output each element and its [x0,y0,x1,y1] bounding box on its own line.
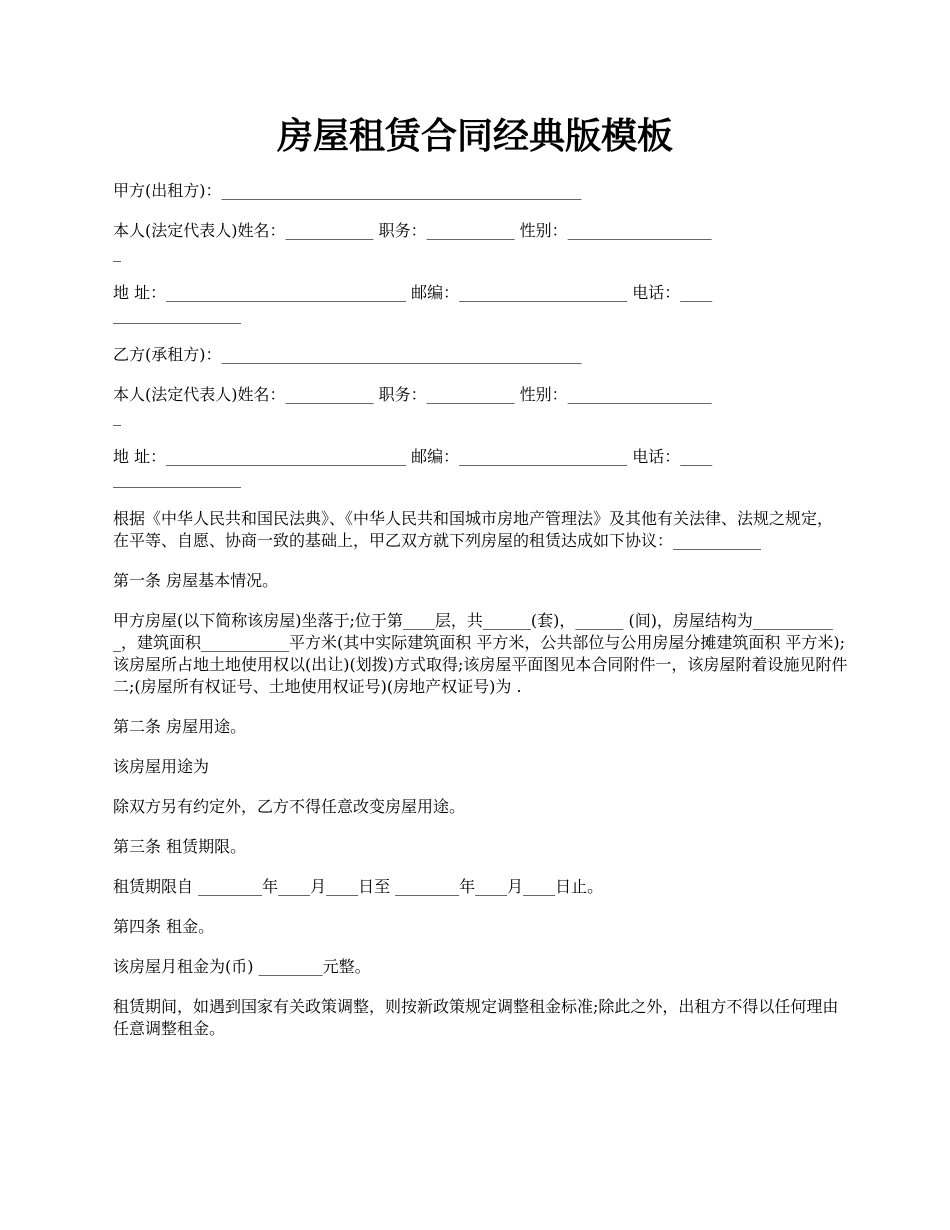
article-2-restriction: 除双方另有约定外，乙方不得任意改变房屋用途。 [113,797,466,816]
article-3-heading: 第三条 租赁期限。 [113,837,247,856]
party-b-address-line: 地 址：______________________________ 邮编：_____________________ 电话：____ ________________ [113,447,713,488]
party-b-representative-line: 本人(法定代表人)姓名：___________ 职务：___________ 性别：__________________ _ [113,385,712,426]
party-a-address-line: 地 址：______________________________ 邮编：_____________________ 电话：____ ________________ [113,283,713,324]
article-2-body: 该房屋用途为 [113,757,210,776]
article-1-heading: 第一条 房屋基本情况。 [113,571,279,590]
party-b-line: 乙方(承租方)：_____________________________________________ [113,345,582,364]
article-4-heading: 第四条 租金。 [113,917,215,936]
preamble-paragraph: 根据《中华人民共和国民法典》、《中华人民共和国城市房地产管理法》及其他有关法律、法规之规定，在平等、自愿、协商一致的基础上，甲乙双方就下列房屋的租赁达成如下协议：___________ [113,509,834,550]
article-4-adjustment: 租赁期间，如遇到国家有关政策调整，则按新政策规定调整租金标准;除此之外，出租方不得以任何理由任意调整租金。 [113,997,839,1038]
article-1-body: 甲方房屋(以下简称该房屋)坐落于;位于第____层，共______(套)，______ (间)，房屋结构为___________，建筑面积___________平方米(其中实际建筑面积 平方米，公共部位与公用房屋分摊建筑面积 平方米);该房屋所占地土地使用权以(出让)(划拨)方式取得;该房屋平面图见本合同附件一，该房屋附着设施见附件二;(房屋所有权证号、土地使用权证号)(房地产权证号)为 . [113,611,848,696]
article-3-body: 租赁期限自 ________年____月____日至 ________年____月____日止。 [113,877,604,896]
article-4-body: 该房屋月租金为(币) ________元整。 [113,957,371,976]
document-title: 房屋租赁合同经典版模板 [276,115,673,157]
party-a-representative-line: 本人(法定代表人)姓名：___________ 职务：___________ 性别：__________________ _ [113,221,712,262]
party-a-line: 甲方(出租方)：_____________________________________________ [113,181,582,200]
document-body [113,180,848,1058]
article-2-heading: 第二条 房屋用途。 [113,717,247,736]
